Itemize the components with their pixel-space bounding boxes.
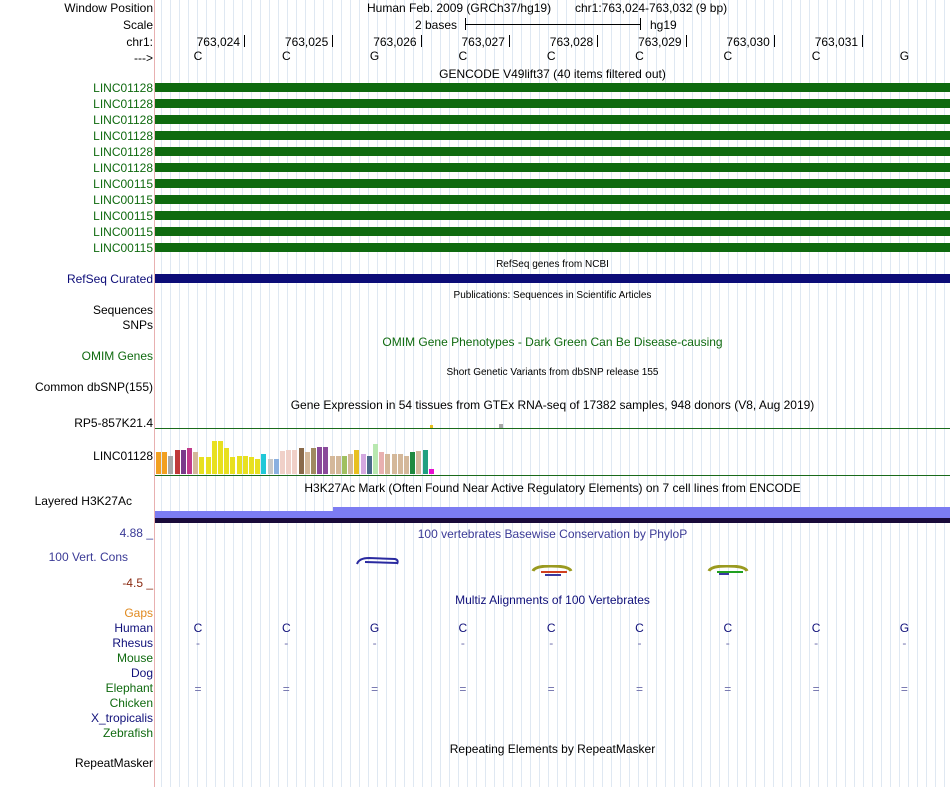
dbsnp-label[interactable]: Common dbSNP(155): [34, 380, 153, 394]
multiz-human-base: G: [899, 621, 910, 635]
gencode-gene-bar[interactable]: [155, 227, 950, 236]
ruler-position-label: 763,031: [814, 35, 859, 49]
multiz-track-title: Multiz Alignments of 100 Vertebrates: [455, 593, 650, 607]
position-readout: chr1:763,024-763,032 (9 bp): [575, 1, 728, 15]
omim-genes-label[interactable]: OMIM Genes: [81, 349, 153, 363]
multiz-rhesus-base: -: [460, 636, 465, 650]
multiz-human-base: C: [546, 621, 556, 635]
multiz-elephant-base: =: [635, 682, 643, 696]
gtex-tissue-bar[interactable]: [416, 451, 421, 474]
multiz-rhesus-base: -: [372, 636, 377, 650]
refseq-label[interactable]: RefSeq Curated: [66, 272, 153, 286]
gtex-tissue-bar[interactable]: [218, 441, 223, 474]
multiz-rhesus-base: -: [284, 636, 289, 650]
track-data-area: [155, 0, 950, 787]
gencode-gene-label[interactable]: LINC00115: [93, 225, 153, 239]
reference-base: C: [281, 49, 291, 63]
scale-bar-right-tick: [640, 18, 641, 30]
gaps-label[interactable]: Gaps: [124, 606, 153, 620]
gtex-tissue-bar[interactable]: [330, 456, 335, 474]
gtex-tissue-bar[interactable]: [286, 450, 291, 474]
reference-base: C: [546, 49, 556, 63]
track-label-panel: [0, 0, 155, 787]
gencode-gene-bar[interactable]: [155, 131, 950, 140]
gencode-gene-bar[interactable]: [155, 83, 950, 92]
multiz-human-base: G: [369, 621, 380, 635]
gtex-tissue-bar[interactable]: [342, 456, 347, 474]
conservation-label[interactable]: 100 Vert. Cons: [48, 550, 128, 564]
publications-track-title: Publications: Sequences in Scientific Articles: [453, 290, 652, 301]
gtex-tissue-bar[interactable]: [379, 452, 384, 474]
ruler-tick: [244, 35, 245, 47]
gencode-gene-bar[interactable]: [155, 115, 950, 124]
gtex-top-line: [155, 428, 950, 429]
chr-label: chr1:: [126, 35, 153, 49]
gencode-gene-label[interactable]: LINC01128: [93, 113, 153, 127]
gtex-bottom-line: [155, 475, 950, 476]
gencode-track-title: GENCODE V49lift37 (40 items filtered out): [439, 67, 666, 81]
repeatmasker-label[interactable]: RepeatMasker: [74, 756, 153, 770]
multiz-elephant-base: =: [724, 682, 732, 696]
multiz-rhesus-base: -: [814, 636, 819, 650]
ruler-position-label: 763,029: [638, 35, 682, 49]
ruler-position-label: 763,026: [373, 35, 417, 49]
ruler-position-label: 763,025: [284, 35, 329, 49]
reference-base: C: [193, 49, 203, 63]
gtex-tissue-bar[interactable]: [268, 459, 273, 474]
ruler-tick: [686, 35, 687, 47]
gtex-tissue-bar[interactable]: [261, 454, 266, 474]
gtex-tissue-bar[interactable]: [156, 452, 161, 474]
conservation-max-label: 4.88 _: [119, 526, 153, 540]
gtex-tissue-bar[interactable]: [410, 452, 415, 474]
gtex-tissue-bar[interactable]: [230, 457, 235, 474]
multiz-human-base: C: [193, 621, 203, 635]
ruler-position-label: 763,027: [461, 35, 505, 49]
gtex-tissue-bar[interactable]: [181, 450, 186, 474]
conservation-track-title: 100 vertebrates Basewise Conservation by PhyloP: [417, 527, 688, 541]
species-label[interactable]: Human: [114, 621, 153, 635]
reference-base: C: [458, 49, 468, 63]
gtex-tissue-bar[interactable]: [292, 450, 297, 474]
multiz-elephant-base: =: [547, 682, 555, 696]
h3k27ac-label[interactable]: Layered H3K27Ac: [34, 494, 132, 508]
ruler-tick: [421, 35, 422, 47]
multiz-elephant-base: =: [282, 682, 290, 696]
gtex-tissue-bar[interactable]: [280, 451, 285, 474]
gencode-gene-label[interactable]: LINC00115: [93, 209, 153, 223]
species-label[interactable]: Zebrafish: [102, 726, 153, 740]
scale-db-text: hg19: [650, 18, 677, 32]
multiz-rhesus-base: -: [902, 636, 907, 650]
species-label[interactable]: X_tropicalis: [90, 711, 153, 725]
gtex-tissue-bar[interactable]: [199, 457, 204, 474]
reference-base: C: [635, 49, 644, 63]
gtex-tissue-bar[interactable]: [311, 448, 316, 474]
multiz-elephant-base: =: [812, 682, 820, 696]
scale-bases-text: 2 bases: [415, 18, 458, 32]
gtex-tissue-bar[interactable]: [429, 469, 434, 474]
gencode-gene-label[interactable]: LINC01128: [93, 129, 153, 143]
assembly-title: Human Feb. 2009 (GRCh37/hg19): [367, 1, 552, 15]
ruler-position-label: 763,030: [726, 35, 770, 49]
gtex-tissue-bar[interactable]: [323, 447, 328, 474]
multiz-elephant-base: =: [194, 682, 202, 696]
gtex-tissue-bar[interactable]: [224, 448, 229, 474]
multiz-human-base: C: [723, 621, 733, 635]
gtex-tissue-bar[interactable]: [168, 456, 173, 474]
gtex-tissue-bar[interactable]: [162, 452, 167, 474]
multiz-elephant-base: =: [900, 682, 908, 696]
gtex-tissue-bar[interactable]: [404, 456, 409, 474]
repeatmasker-track-title: Repeating Elements by RepeatMasker: [449, 742, 656, 756]
conservation-logo-c2: [707, 565, 751, 579]
gtex-tissue-bar[interactable]: [305, 452, 310, 474]
gencode-gene-label[interactable]: LINC00115: [93, 241, 153, 255]
gtex-gene-linc01128-label[interactable]: LINC01128: [93, 449, 153, 463]
ruler-tick: [862, 35, 863, 47]
gencode-gene-bar[interactable]: [155, 99, 950, 108]
gencode-gene-label[interactable]: LINC01128: [93, 97, 153, 111]
gtex-tissue-bar[interactable]: [392, 454, 397, 474]
gtex-tissue-bar[interactable]: [187, 448, 192, 474]
species-label[interactable]: Rhesus: [112, 636, 153, 650]
ruler-position-label: 763,028: [549, 35, 594, 49]
gtex-tissue-bar[interactable]: [385, 454, 390, 474]
species-label[interactable]: Mouse: [116, 651, 153, 665]
multiz-human-base: C: [458, 621, 468, 635]
h3k27ac-signal-base: [155, 518, 950, 523]
gtex-mini-bar-1: [430, 425, 433, 428]
gtex-tissue-bar[interactable]: [423, 450, 428, 474]
multiz-rhesus-base: -: [637, 636, 642, 650]
ruler-position-label: 763,024: [196, 35, 240, 49]
gencode-gene-bar[interactable]: [155, 243, 950, 252]
gencode-gene-label[interactable]: LINC01128: [93, 161, 153, 175]
multiz-rhesus-base: -: [549, 636, 554, 650]
gencode-gene-label[interactable]: LINC01128: [93, 145, 153, 159]
gtex-tissue-bar[interactable]: [373, 444, 378, 474]
gtex-tissue-bar[interactable]: [243, 456, 248, 474]
dbsnp-track-title: Short Genetic Variants from dbSNP release 155: [446, 367, 659, 378]
gtex-tissue-bar[interactable]: [274, 459, 279, 474]
multiz-human-base: C: [635, 621, 644, 635]
multiz-rhesus-base: -: [196, 636, 200, 650]
gtex-tissue-bar[interactable]: [206, 457, 211, 474]
gencode-gene-label[interactable]: LINC01128: [93, 81, 153, 95]
gtex-tissue-bar[interactable]: [317, 447, 322, 474]
gtex-tissue-bar[interactable]: [367, 456, 372, 474]
gtex-tissue-bar[interactable]: [299, 448, 304, 474]
reference-base: C: [723, 49, 733, 63]
gtex-tissue-bar[interactable]: [354, 450, 359, 474]
gencode-gene-bar[interactable]: [155, 163, 950, 172]
gtex-gene-rp5-label[interactable]: RP5-857K21.4: [74, 416, 153, 430]
multiz-elephant-base: =: [459, 682, 467, 696]
h3k27ac-track-title: H3K27Ac Mark (Often Found Near Active Regulatory Elements) on 7 cell lines from ENCODE: [304, 481, 801, 495]
window-position-label: Window Position: [64, 1, 153, 15]
gtex-tissue-bar[interactable]: [361, 454, 366, 474]
ruler-tick: [509, 35, 510, 47]
gtex-tissue-bar[interactable]: [336, 456, 341, 474]
gencode-gene-label[interactable]: LINC00115: [93, 193, 153, 207]
species-label[interactable]: Chicken: [109, 696, 153, 710]
ruler-tick: [774, 35, 775, 47]
refseq-track-title: RefSeq genes from NCBI: [496, 259, 609, 270]
ruler-tick: [332, 35, 333, 47]
gencode-gene-bar[interactable]: [155, 211, 950, 220]
gencode-gene-bar[interactable]: [155, 147, 950, 156]
multiz-rhesus-base: -: [725, 636, 730, 650]
multiz-human-base: C: [811, 621, 821, 635]
conservation-min-label: -4.5 _: [122, 576, 153, 590]
multiz-elephant-base: =: [371, 682, 379, 696]
refseq-gene-bar[interactable]: [155, 274, 950, 283]
scale-bar: [465, 24, 641, 25]
scale-bar-left-tick: [465, 18, 466, 30]
gtex-tissue-bar[interactable]: [348, 454, 353, 474]
reference-base: G: [369, 49, 380, 63]
gtex-tissue-bar[interactable]: [212, 441, 217, 474]
reference-base: C: [811, 49, 821, 63]
gtex-tissue-bar[interactable]: [193, 452, 198, 474]
omim-track-title: OMIM Gene Phenotypes - Dark Green Can Be Disease-causing: [382, 335, 723, 349]
conservation-logo-c1: [531, 565, 575, 579]
gencode-gene-bar[interactable]: [155, 195, 950, 204]
gtex-tissue-bar[interactable]: [237, 456, 242, 474]
sequences-label[interactable]: Sequences: [92, 303, 153, 317]
species-label[interactable]: Elephant: [105, 681, 153, 695]
gtex-tissue-bar[interactable]: [175, 450, 180, 474]
gencode-gene-label[interactable]: LINC00115: [93, 177, 153, 191]
gtex-tissue-bar[interactable]: [398, 454, 403, 474]
snps-label[interactable]: SNPs: [122, 318, 153, 332]
gencode-gene-bar[interactable]: [155, 179, 950, 188]
scale-label: Scale: [122, 18, 153, 32]
ruler-tick: [597, 35, 598, 47]
gtex-mini-bar-2: [499, 424, 503, 428]
gtex-tissue-bar[interactable]: [255, 459, 260, 474]
reference-base: G: [899, 49, 910, 63]
species-label[interactable]: Dog: [130, 666, 153, 680]
multiz-human-base: C: [281, 621, 291, 635]
strand-label: --->: [134, 51, 153, 65]
gtex-track-title: Gene Expression in 54 tissues from GTEx RNA-seq of 17382 samples, 948 donors (V8, Aug 2019): [290, 398, 815, 412]
gtex-tissue-bar[interactable]: [249, 457, 254, 474]
conservation-logo-g: [355, 556, 401, 570]
